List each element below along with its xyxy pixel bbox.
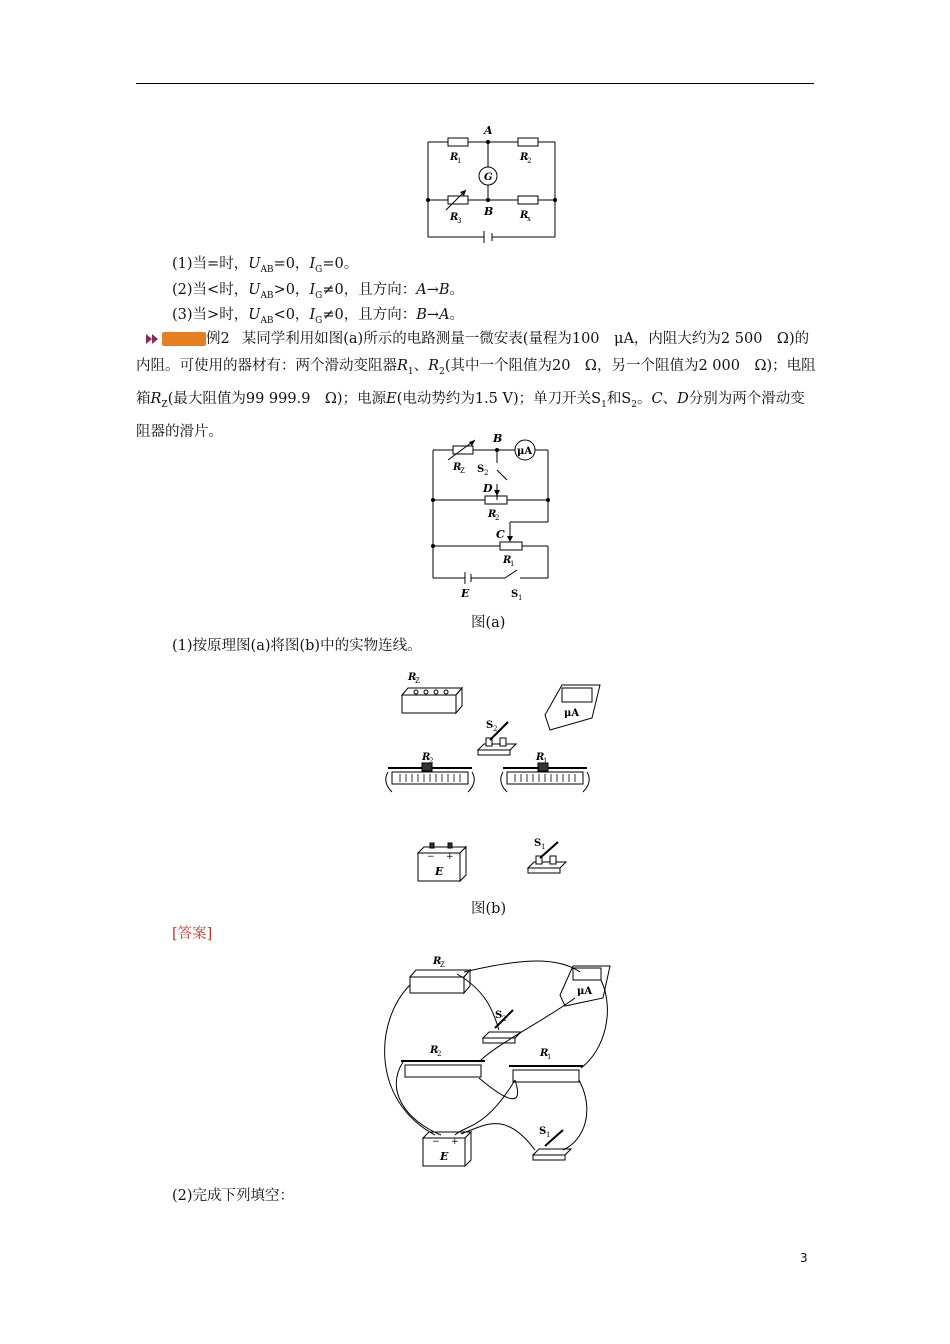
rz-symbol: R: [150, 390, 162, 407]
fig-b-s1-label: S: [534, 838, 542, 849]
example-text: 和S: [606, 390, 632, 407]
fig-b-s2-sub: 2: [493, 725, 498, 733]
s1-sub: 1: [601, 399, 607, 410]
fig-b-plus: +: [446, 852, 454, 862]
s2-label: S: [477, 464, 485, 475]
c-label: C: [496, 528, 505, 541]
node-a-label: A: [484, 124, 493, 137]
ans-r1-label: R: [540, 1048, 549, 1059]
fig-a-r2-sub: 2: [495, 514, 500, 522]
fig-b-s1-sub: 1: [541, 843, 546, 851]
arrow: →: [426, 307, 440, 323]
ans-minus: −: [432, 1137, 440, 1147]
example-text: (其中一个阻值为20 Ω，另一个阻值为2 000 Ω)；电阻箱: [136, 358, 816, 407]
rx-label: R: [520, 210, 529, 221]
figure-a-schematic: [425, 430, 555, 605]
fig-a-r1-sub: 1: [510, 560, 515, 568]
fig-b-microammeter-label: μA: [564, 708, 580, 719]
d-symbol: D: [677, 390, 689, 407]
question-1: (1)按原理图(a)将图(b)中的实物连线。: [172, 638, 422, 654]
r1-sub: 1: [457, 157, 462, 165]
current-sub: G: [315, 315, 323, 326]
fig-b-r1-label: R: [536, 752, 545, 763]
fig-a-r2-label: R: [488, 509, 497, 520]
current-sub: G: [315, 290, 323, 301]
condition-1: [172, 254, 358, 280]
fig-a-b-label: B: [493, 432, 503, 445]
d-label: D: [483, 482, 493, 495]
r2-sub: 2: [527, 157, 532, 165]
rz-sub: Z: [460, 467, 465, 475]
condition-2: [172, 280, 464, 306]
s2-sub: 2: [484, 469, 489, 477]
cond-text: 当>时，: [192, 307, 249, 323]
r1-label: R: [450, 152, 459, 163]
fig-b-minus: −: [427, 852, 435, 862]
example-paragraph: [136, 326, 816, 446]
header-rule: [136, 83, 814, 84]
cond-text: 。: [449, 282, 465, 298]
s1-sub: 1: [518, 594, 523, 602]
voltage-symbol: U: [248, 307, 261, 323]
rx-sub: x: [527, 215, 531, 223]
current-symbol: I: [309, 256, 316, 272]
ans-r2-label: R: [430, 1045, 439, 1056]
cond-text: 当<时，: [192, 282, 249, 298]
fig-b-r2-sub: 2: [429, 757, 434, 765]
voltage-sub: AB: [260, 315, 274, 326]
fig-b-rz-sub: Z: [415, 677, 420, 685]
example-text: (电动势约为1.5 V)；单刀开关S: [396, 390, 602, 407]
node-b-label: B: [484, 205, 494, 218]
s2-sub: 2: [631, 399, 637, 410]
cond-text: 当=时，: [192, 256, 249, 272]
example-text: 、: [662, 390, 678, 407]
cond-text: ≠0，且方向：: [322, 282, 417, 298]
example-label: 例2: [206, 331, 230, 347]
current-sub: G: [315, 264, 323, 275]
node-symbol: A: [416, 282, 427, 298]
voltage-symbol: U: [248, 282, 261, 298]
r3-label: R: [450, 212, 459, 223]
ans-s2-label: S: [495, 1010, 503, 1021]
node-symbol: B: [416, 307, 427, 323]
figure-a-caption: 图(a): [471, 615, 506, 631]
microammeter-label: μA: [517, 446, 533, 457]
cond-text: =0。: [322, 256, 359, 272]
cond-text: ≠0，且方向：: [322, 307, 417, 323]
r1-sub: 1: [407, 366, 414, 377]
cond-text: =0，: [273, 256, 310, 272]
r2-label: R: [520, 152, 529, 163]
voltage-sub: AB: [260, 264, 274, 275]
answer-wiring-figure: [375, 950, 625, 1172]
example-text: 、: [413, 358, 429, 374]
ans-r1-sub: 1: [547, 1053, 552, 1061]
cond-num: (3): [172, 307, 193, 323]
fig-b-r1-sub: 1: [543, 757, 548, 765]
r2-symbol: R: [428, 358, 440, 374]
r3-sub: 3: [457, 217, 462, 225]
ans-rz-sub: Z: [440, 961, 445, 969]
answer-label: [答案]: [172, 926, 213, 942]
example-badge-icon: [146, 331, 206, 347]
cond-text: 。: [449, 307, 465, 323]
voltage-sub: AB: [260, 290, 274, 301]
ans-r2-sub: 2: [437, 1050, 442, 1058]
e-symbol: E: [386, 390, 397, 407]
fig-b-r2-label: R: [422, 752, 431, 763]
cond-num: (1): [172, 256, 193, 272]
arrow: →: [426, 282, 439, 298]
fig-b-rz-label: R: [408, 672, 417, 683]
r1-symbol: R: [397, 358, 408, 374]
current-symbol: I: [309, 307, 316, 323]
example-text: (最大阻值为99 999.9 Ω)；电源: [167, 390, 387, 407]
node-symbol: A: [439, 307, 450, 323]
rz-sub: Z: [161, 399, 168, 410]
current-symbol: I: [309, 282, 316, 298]
ans-e-label: E: [440, 1150, 449, 1163]
fig-a-r1-label: R: [503, 555, 512, 566]
example-text: 。: [636, 390, 652, 407]
figure-b-apparatus: [380, 660, 620, 888]
bridge-circuit-diagram: [420, 122, 570, 244]
fig-b-e-label: E: [435, 865, 444, 878]
ans-s2-sub: 2: [502, 1015, 507, 1023]
ans-plus: +: [451, 1137, 459, 1147]
rz-label: R: [453, 462, 462, 473]
ans-s1-label: S: [539, 1126, 547, 1137]
ans-rz-label: R: [433, 956, 442, 967]
galvanometer-label: G: [484, 172, 493, 183]
e-label: E: [461, 587, 470, 600]
c-symbol: C: [651, 390, 663, 407]
example-text: 某同学利用如图(a)所示的电路测量一微安表(量程为100 μA，内阻大约为2 500 Ω)的内阻。可使用的器材有：两个滑动变阻器: [136, 331, 810, 374]
example-text: 分别为两个滑动变阻器的滑片。: [136, 390, 805, 440]
figure-b-caption: 图(b): [471, 901, 507, 917]
ans-s1-sub: 1: [546, 1131, 551, 1139]
cond-num: (2): [172, 282, 193, 298]
r2-sub: 2: [439, 366, 445, 377]
s1-label: S: [511, 589, 519, 600]
node-symbol: B: [438, 282, 450, 298]
ans-microammeter-label: μA: [577, 986, 593, 997]
voltage-symbol: U: [248, 256, 261, 272]
fig-b-s2-label: S: [486, 720, 494, 731]
question-2: (2)完成下列填空：: [172, 1188, 295, 1204]
page-number: 3: [800, 1251, 808, 1265]
cond-text: >0，: [273, 282, 310, 298]
cond-text: <0，: [273, 307, 310, 323]
